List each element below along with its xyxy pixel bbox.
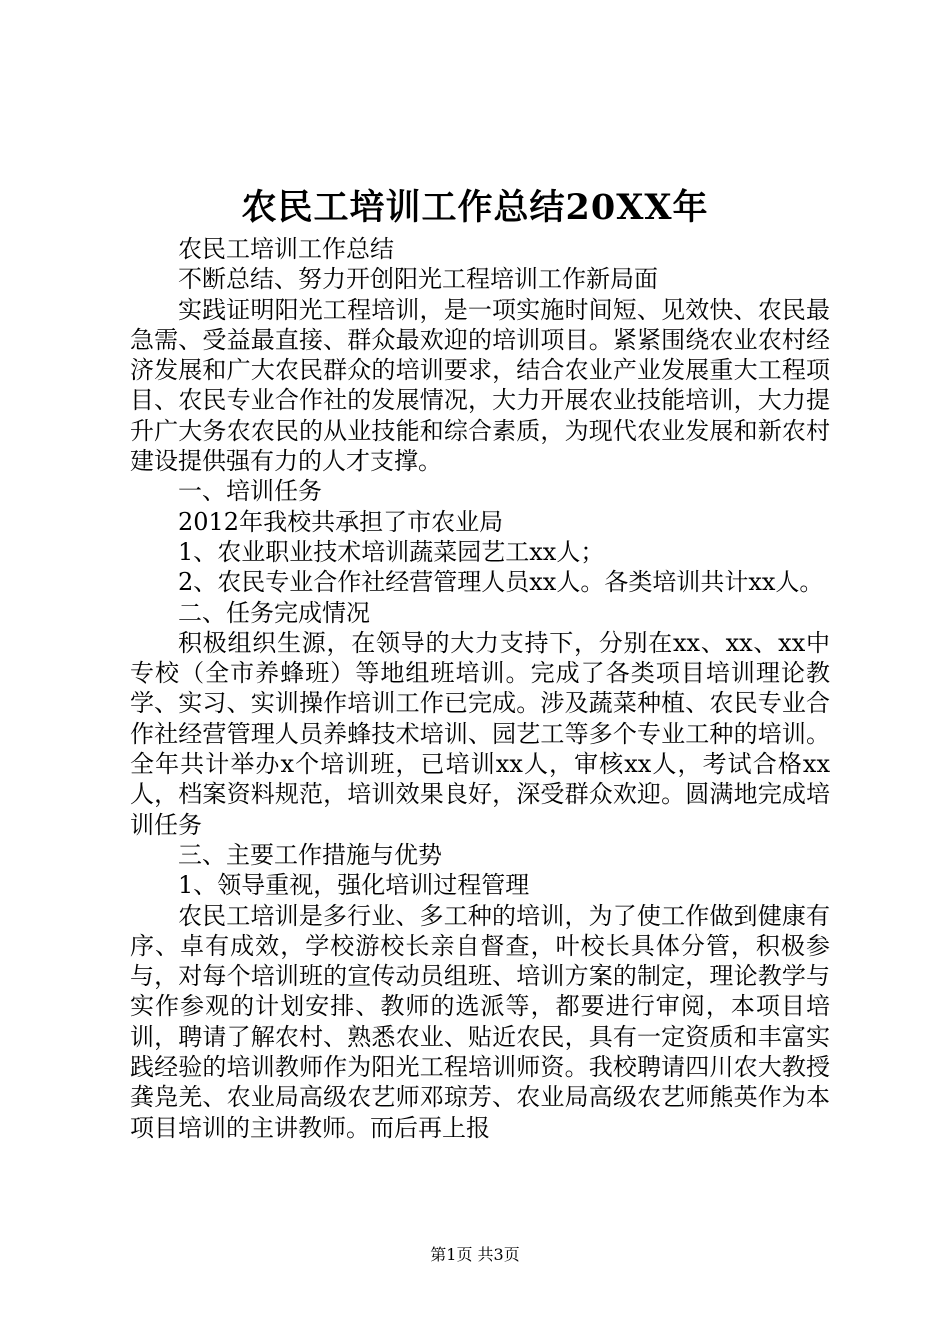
document-title: 农民工培训工作总结20XX年 [241, 187, 709, 228]
paragraph-leadership: 农民工培训是多行业、多工种的培训，为了使工作做到健康有序、卓有成效，学校游校长亲自督查，叶校长具体分管，积极参与，对每个培训班的宣传动员组班、培训方案的制定，理论教学与实作参观的计划安排、教师的选派等，都要进行审阅，本项目培训，聘请了解农村、熟悉农业、贴近农民，具有一定资质和丰富实践经验的培训教师作为阳光工程培训师资。我校聘请四川农大教授龚凫羌、农业局高级农艺师邓琼芳、农业局高级农艺师熊英作为本项目培训的主讲教师。而后再上报 [130, 901, 830, 1142]
section-heading-completion: 二、任务完成情况 [178, 598, 370, 627]
paragraph-task-item-2: 2、农民专业合作社经营管理人员xx人。各类培训共计xx人。 [178, 568, 824, 597]
subheading-leadership: 1、领导重视，强化培训过程管理 [178, 871, 530, 900]
page-footer: 第1页 共3页 [430, 1245, 520, 1264]
section-heading-tasks: 一、培训任务 [178, 477, 322, 506]
document-body [130, 234, 830, 1143]
paragraph-subtitle: 农民工培训工作总结 [178, 235, 394, 263]
paragraph-task-item-1: 1、农业职业技术培训蔬菜园艺工xx人； [178, 537, 605, 566]
paragraph-tasks-intro: 2012年我校共承担了市农业局 [178, 507, 504, 536]
paragraph-heading: 不断总结、努力开创阳光工程培训工作新局面 [178, 265, 658, 294]
section-heading-measures: 三、主要工作措施与优势 [178, 840, 442, 869]
paragraph-intro: 实践证明阳光工程培训，是一项实施时间短、见效快、农民最急需、受益最直接、群众最欢迎的培训项目。紧紧围绕农业农村经济发展和广大农民群众的培训要求，结合农业产业发展重大工程项目、农民专业合作社的发展情况，大力开展农业技能培训，大力提升广大务农农民的从业技能和综合素质，为现代农业发展和新农村建设提供强有力的人才支撑。 [130, 295, 830, 476]
paragraph-completion: 积极组织生源，在领导的大力支持下，分别在xx、xx、xx中专校（全市养蜂班）等地组班培训。完成了各类项目培训理论教学、实习、实训操作培训工作已完成。涉及蔬菜种植、农民专业合作社经营管理人员养蜂技术培训、园艺工等多个专业工种的培训。全年共计举办x个培训班，已培训xx人，审核xx人，考试合格xx人，档案资料规范，培训效果良好，深受群众欢迎。圆满地完成培训任务 [130, 628, 830, 839]
